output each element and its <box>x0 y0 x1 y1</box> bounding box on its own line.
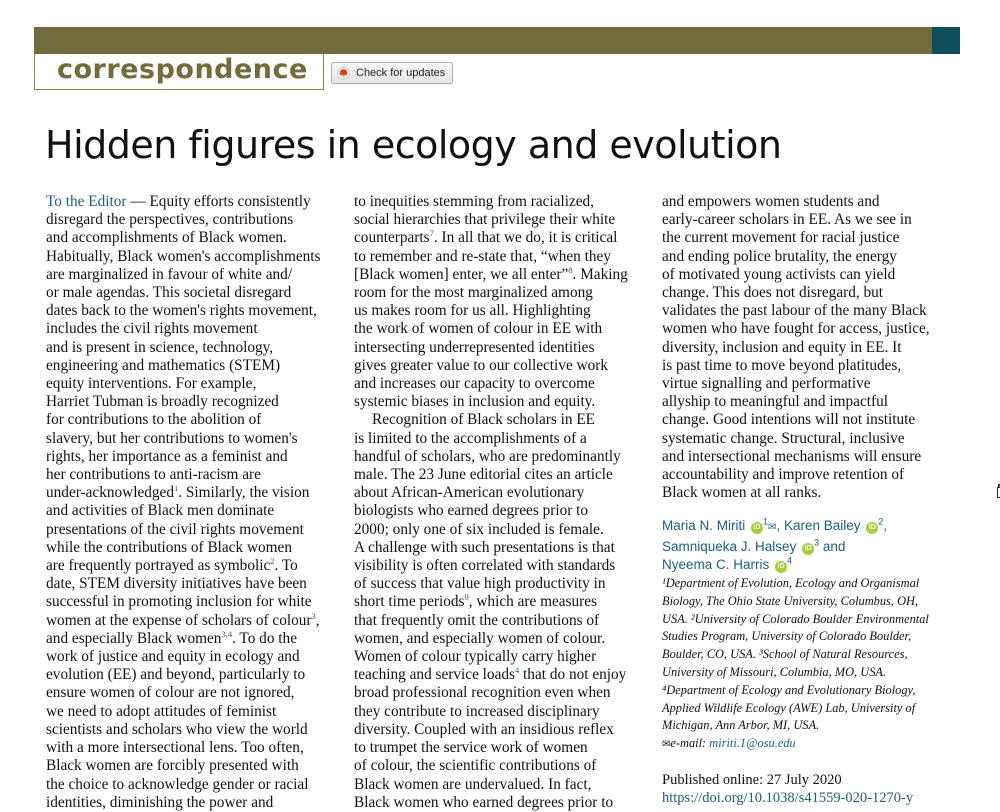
check-for-updates-icon <box>337 67 350 80</box>
reference-link[interactable]: 3,4 <box>221 628 233 639</box>
doi-link[interactable]: https://doi.org/10.1038/s41559-020-1270-y <box>662 789 914 806</box>
lead-in: To the Editor <box>46 193 127 210</box>
header-band <box>34 27 932 54</box>
orcid-icon[interactable]: iD <box>802 543 814 555</box>
published-date: Published online: 27 July 2020 <box>662 772 842 788</box>
reference-link[interactable]: 2 <box>270 555 275 566</box>
affiliations: ¹Department of Evolution, Ecology and Organismal Biology, The Ohio State University, Columbus, OH, USA. ²University of Colorado Boulder Environmental Studies Program, University of Colorado Boulder, Boulder, CO, USA. ³School of Natural Resources, University of Missouri, Columbia, MO, USA. ⁴Department of Ecology and Evolutionary Biology, Applied Wildlife Ecology (AWE) Lab, University of Michigan, Ann Arbor, MI, USA. ✉e-mail: miriti.1@osu.edu <box>662 576 929 751</box>
orcid-icon[interactable]: iD <box>751 522 763 534</box>
reference-link[interactable]: 4 <box>514 665 520 676</box>
author-name[interactable]: Maria N. Miriti <box>662 518 746 533</box>
email-envelope-icon[interactable]: ✉ <box>768 522 777 533</box>
check-for-updates-label: Check for updates <box>356 67 446 79</box>
publication-info <box>662 772 913 807</box>
body-column-2: to inequities stemming from racialized, social hierarchies that privilege their white counterparts$^7$. In all that we do, it is critical to remember and re-state that, “when they [Black women] enter, we all enter”$^8$. Making room for the most marginalized among us makes room for us all. Highlighting the work of women of colour in EE with intersecting underrepresented identities gives greater value to our collective work and increases our capacity to overcome systemic biases in inclusion and equity. Recognition of Black scholars in EE is limited to the accomplishments of a handful of scholars, who are predominantly male. The 23 June editorial cites an article about African-American evolutionary biologists who earned degrees prior to 2000; only one of six included is female. A challenge with such presentations is that visibility is often correlated with standards of success that value high productivity in short time periods$^9$, which are measures that frequently omit the contributions of women, and especially women of colour. Women of colour typically carry higher teaching and service loads$^4$ that do not enjoy broad professional recognition even when they contribute to increased disciplinary diversity. Coupled with an insidious reflex to trumpet the service work of women of colour, the scientific contributions of Black women are undervalued. In fact, Black women who earned degrees prior to <box>354 193 628 811</box>
header-band-accent <box>932 27 960 54</box>
body-column-3: and empowers women students and early-career scholars in EE. As we see in the current movement for racial justice and ending police brutality, the energy of motivated young activists can yield change. This does not disregard, but validates the past labour of the many Black women who have fought for access, justice, diversity, inclusion and equity in EE. It is past time to move beyond platitudes, virtue signalling and performative allyship to meaningful and impactful change. Good intentions will not institute systematic change. Structural, inclusive and intersectional mechanisms will ensure accountability and improve retention of Black women at all ranks. <box>662 193 952 502</box>
orcid-icon[interactable]: iD <box>775 561 787 573</box>
reference-link[interactable]: 8 <box>568 264 573 275</box>
orcid-icon[interactable]: iD <box>866 522 878 534</box>
article-title: Hidden figures in ecology and evolution <box>45 123 782 167</box>
author-name[interactable]: Karen Bailey <box>783 518 861 533</box>
email-envelope-icon: ✉ <box>662 739 671 751</box>
check-for-updates-button[interactable] <box>331 62 453 84</box>
reference-link[interactable]: 9 <box>464 592 469 603</box>
author-name[interactable]: Nyeema C. Harris <box>662 557 770 572</box>
reference-link[interactable]: 3 <box>311 610 316 621</box>
author-name[interactable]: Samniqueka J. Halsey <box>662 538 797 554</box>
reference-link[interactable]: 7 <box>429 228 434 239</box>
section-label: correspondence <box>57 54 308 85</box>
body-column-1: To the Editor — Equity efforts consistently disregard the perspectives, contributions and accomplishments of Black women. Habitually, Black women's accomplishments are marginalized in favour of white and/ or male agendas. This societal disregard dates back to the women's rights movement, includes the civil rights movement and is present in science, technology, engineering and mathematics (STEM) equity interventions. For example, Harriet Tubman is broadly recognized for contributions to the abolition of slavery, but her contributions to women's rights, her importance as a feminist and her contributions to anti-racism are under-acknowledged$^1$. Similarly, the vision and activities of Black men dominate presentations of the civil rights movement while the contributions of Black women are frequently portrayed as symbolic$^2$. To date, STEM diversity initiatives have been successful in promoting inclusion for white women at the expense of scholars of colour$^3$, and especially Black women$^{3,4}$. To do the work of justice and equity in ecology and evolution (EE) and beyond, particularly to ensure women of colour are not ignored, we need to adopt attitudes of feminist scientists and scholars who view the world with a more intersectional lens. Too often, Black women are forcibly presented with the choice to acknowledge gender or racial identities, diminishing the power and <box>46 193 321 811</box>
email-link[interactable]: miriti.1@osu.edu <box>709 736 796 751</box>
reference-link[interactable]: 1 <box>173 483 179 494</box>
author-list: Maria N. Miriti $iD^1✉$, Karen Bailey $iD^2$, Samniqueka J. Halsey $iD^3$ and Nyeema C. Harris $iD^4$ <box>662 516 888 572</box>
